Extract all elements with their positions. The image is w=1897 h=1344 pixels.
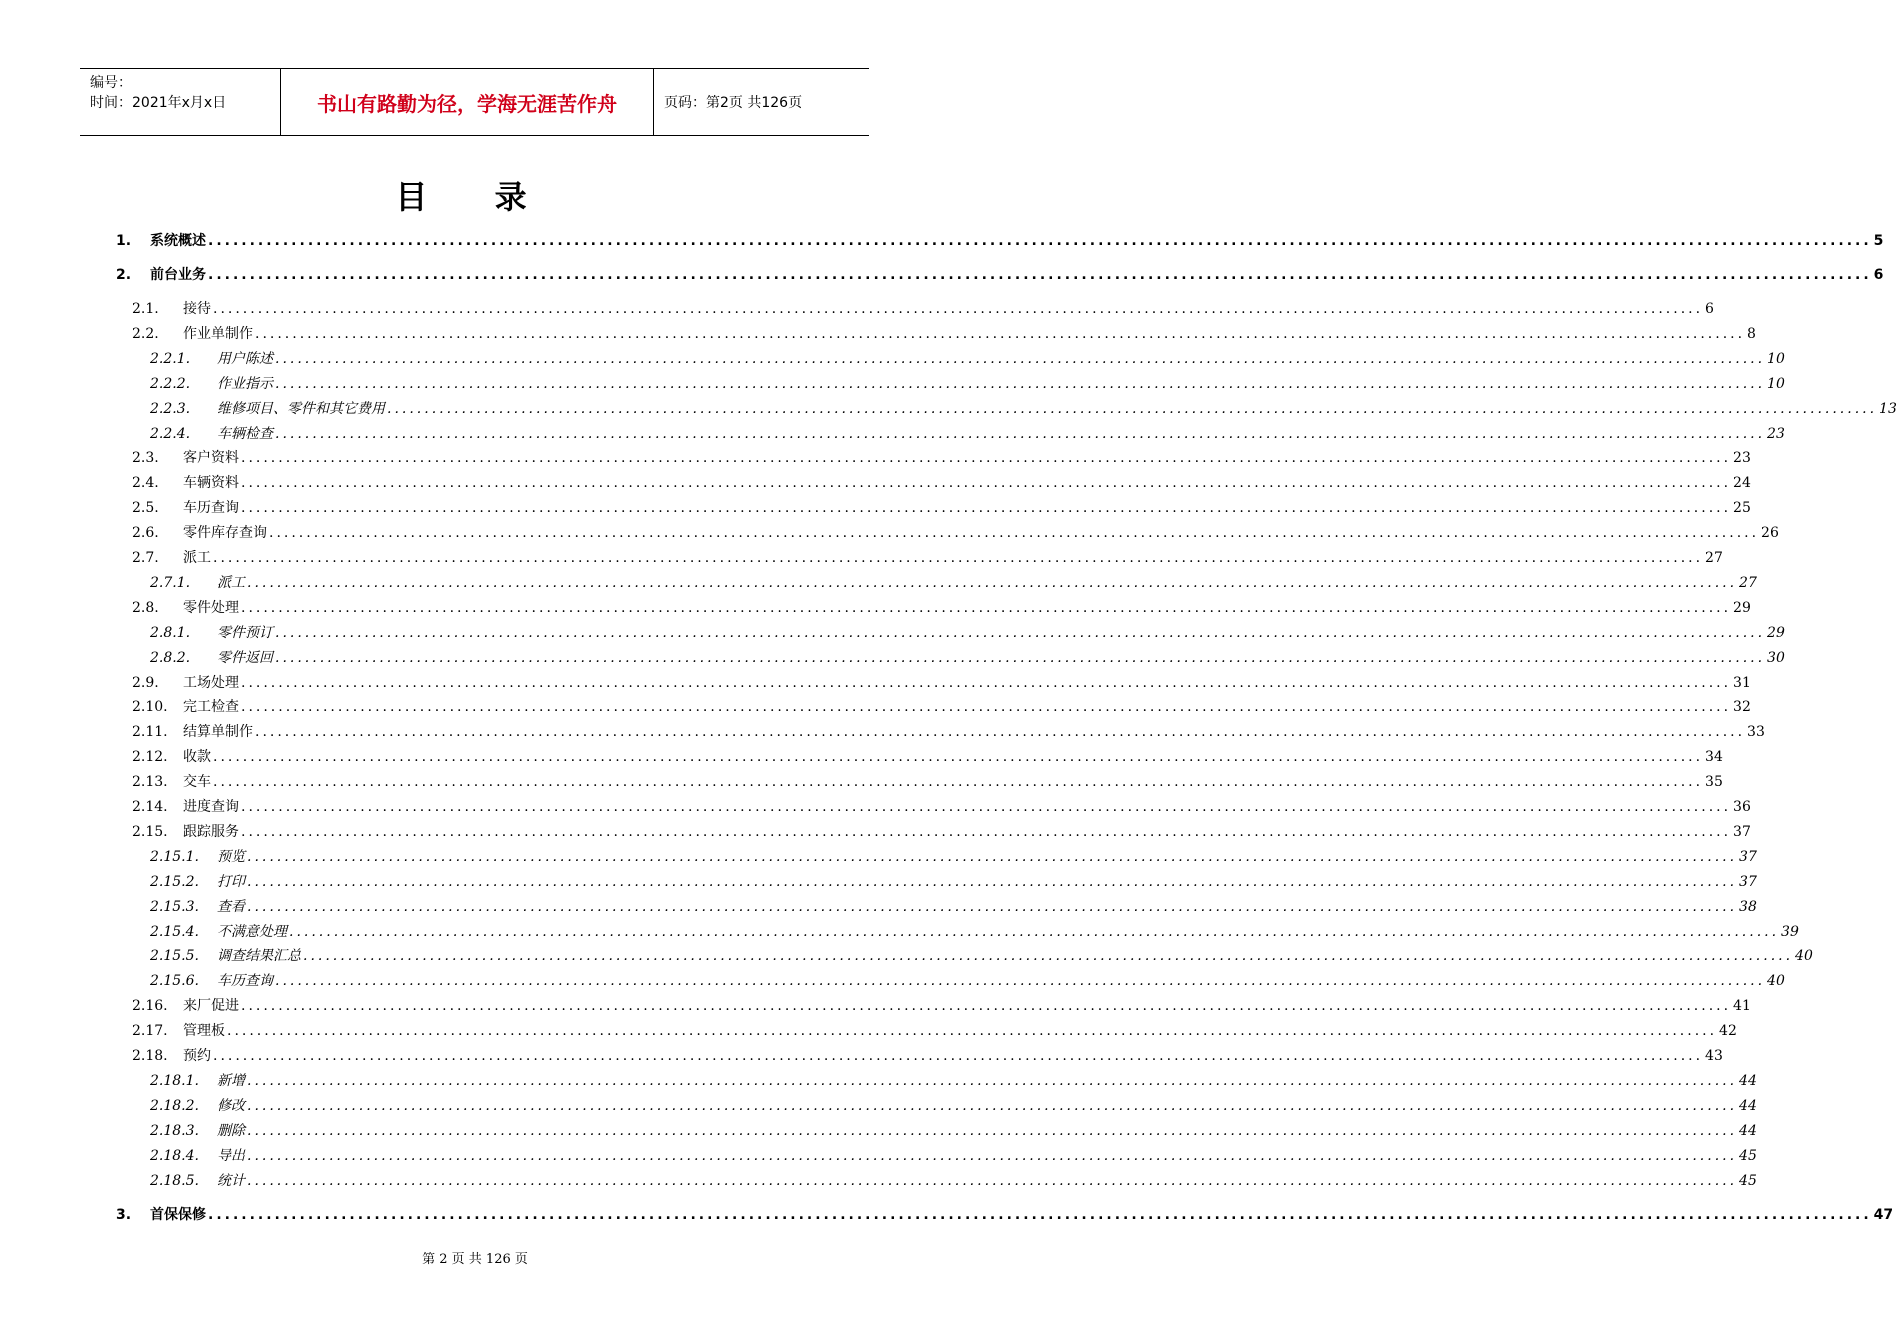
toc-entry-page: 40 (1767, 973, 1785, 990)
toc-entry-title: 维修项目、零件和其它费用 (217, 400, 385, 417)
toc-entry-page: 37 (1733, 823, 1751, 840)
toc-leader-dots: ........................................................................................................................................................................................................ (387, 400, 1878, 417)
toc-entry-page: 47 (1873, 1206, 1894, 1223)
toc-entry-page: 27 (1705, 550, 1723, 566)
toc-entry[interactable] (116, 264, 1884, 284)
toc-leader-dots: ........................................................................................................................................................................................................ (241, 500, 1732, 517)
toc-entry[interactable] (132, 746, 1723, 766)
toc-entry-page: 6 (1705, 301, 1714, 317)
toc-leader-dots: ........................................................................................................................................................................................................ (241, 599, 1732, 616)
toc-leader-dots: ........................................................................................................................................................................................................ (275, 624, 1766, 641)
toc-entry-number: 2.3. (132, 450, 159, 467)
toc-leader-dots: ........................................................................................................................................................................................................ (275, 973, 1766, 990)
header-page-info: 页码：第2页 共126页 (664, 95, 803, 111)
toc-entry-number: 2.8.1. (150, 624, 191, 641)
toc-entry-number: 2.15.3. (150, 898, 199, 915)
toc-leader-dots: ........................................................................................................................................................................................................ (227, 1023, 1718, 1040)
toc-entry[interactable] (132, 597, 1751, 617)
toc-entry-page: 33 (1747, 724, 1765, 741)
toc-entry-page: 40 (1795, 948, 1813, 965)
toc-entry-page: 32 (1733, 699, 1751, 716)
toc-entry-page: 23 (1767, 425, 1785, 442)
toc-entry-number: 2.13. (132, 774, 168, 791)
toc-leader-dots: ........................................................................................................................................................................................................ (255, 724, 1746, 741)
toc-entry-number: 2.2.2. (150, 375, 191, 392)
toc-entry-title: 跟踪服务 (183, 823, 239, 840)
toc-entry[interactable] (150, 398, 1897, 418)
toc-entry-title: 零件预订 (217, 624, 273, 641)
toc-entry-page: 37 (1739, 848, 1757, 865)
toc-entry[interactable] (132, 522, 1779, 542)
toc-entry-number: 2.4. (132, 475, 159, 492)
toc-entry-page: 31 (1733, 674, 1751, 691)
toc-entry[interactable] (132, 298, 1714, 318)
toc-leader-dots: ........................................................................................................................................................................................................ (241, 475, 1732, 492)
toc-entry-title: 导出 (217, 1147, 245, 1164)
toc-entry-title: 来厂促进 (183, 998, 239, 1015)
toc-entry-number: 2.7. (132, 550, 159, 566)
toc-entry-title: 零件返回 (217, 649, 273, 666)
toc-entry-title: 车辆检查 (217, 425, 273, 442)
toc-leader-dots: ........................................................................................................................................................................................................ (275, 649, 1766, 666)
toc-entry-number: 2. (116, 267, 132, 283)
toc-entry-page: 35 (1705, 774, 1723, 791)
toc-entry-page: 41 (1733, 998, 1751, 1015)
toc-entry[interactable] (132, 547, 1723, 567)
toc-entry-number: 2.10. (132, 699, 168, 716)
toc-entry-number: 2.15.6. (150, 973, 199, 990)
toc-entry-number: 2.15.5. (150, 948, 199, 965)
toc-entry[interactable] (116, 230, 1884, 250)
toc-entry-page: 45 (1739, 1147, 1757, 1164)
header-time-label: 时间：2021年x月x日 (90, 95, 227, 111)
page-footer: 第 2 页 共 126 页 (422, 1252, 528, 1267)
toc-entry-number: 2.2.3. (150, 400, 191, 417)
toc-entry-title: 客户资料 (183, 450, 239, 467)
toc-entry-title: 交车 (183, 774, 211, 791)
toc-entry-title: 派工 (217, 574, 245, 591)
toc-leader-dots: ........................................................................................................................................................................................................ (247, 1147, 1738, 1164)
header-motto: 书山有路勤为径，学海无涯苦作舟 (281, 69, 654, 135)
toc-leader-dots: ........................................................................................................................................................................................................ (275, 425, 1766, 442)
page-header (80, 68, 869, 136)
header-code-label: 编号： (90, 75, 132, 91)
toc-entry[interactable] (116, 1204, 1894, 1224)
toc-entry-title: 结算单制作 (183, 724, 253, 741)
toc-entry[interactable] (150, 622, 1785, 642)
toc-leader-dots: ........................................................................................................................................................................................................ (241, 998, 1732, 1015)
toc-entry-number: 2.15.1. (150, 848, 199, 865)
toc-entry-title: 统计 (217, 1172, 245, 1189)
toc-entry[interactable] (150, 373, 1785, 393)
toc-leader-dots: ........................................................................................................................................................................................................ (208, 233, 1872, 249)
toc-entry-title: 作业单制作 (183, 325, 253, 342)
toc-entry-number: 3. (116, 1206, 132, 1223)
toc-entry[interactable] (150, 1145, 1757, 1165)
toc-entry-title: 系统概述 (150, 233, 206, 249)
toc-entry-number: 2.15.4. (150, 923, 199, 940)
toc-entry[interactable] (150, 1070, 1757, 1090)
toc-entry-number: 2.9. (132, 674, 159, 691)
toc-title: 目 录 (395, 178, 555, 216)
toc-entry-page: 8 (1747, 325, 1756, 342)
toc-entry[interactable] (132, 497, 1751, 517)
toc-entry-title: 车辆资料 (183, 475, 239, 492)
toc-entry-page: 23 (1733, 450, 1751, 467)
toc-entry[interactable] (132, 796, 1751, 816)
toc-entry-title: 接待 (183, 301, 211, 317)
toc-leader-dots: ........................................................................................................................................................................................................ (255, 325, 1746, 342)
toc-leader-dots: ........................................................................................................................................................................................................ (275, 350, 1766, 367)
toc-entry-number: 2.2. (132, 325, 159, 342)
toc-entry[interactable] (150, 1120, 1757, 1140)
toc-entry-number: 2.8. (132, 599, 159, 616)
toc-entry-title: 零件库存查询 (183, 525, 267, 542)
toc-entry-number: 2.11. (132, 724, 168, 741)
toc-entry-number: 2.18.2. (150, 1097, 199, 1114)
toc-entry[interactable] (150, 1170, 1757, 1190)
toc-entry-title: 用户陈述 (217, 350, 273, 367)
toc-entry-number: 2.15. (132, 823, 168, 840)
toc-entry-title: 收款 (183, 749, 211, 766)
toc-entry[interactable] (132, 995, 1751, 1015)
toc-leader-dots: ........................................................................................................................................................................................................ (213, 774, 1704, 791)
toc-leader-dots: ........................................................................................................................................................................................................ (247, 873, 1738, 890)
toc-entry-title: 管理板 (183, 1023, 225, 1040)
toc-entry-title: 进度查询 (183, 799, 239, 815)
toc-entry[interactable] (150, 1095, 1757, 1115)
toc-leader-dots: ........................................................................................................................................................................................................ (247, 848, 1738, 865)
toc-entry-number: 2.15.2. (150, 873, 199, 890)
toc-entry-title: 查看 (217, 898, 245, 915)
toc-entry-page: 42 (1719, 1023, 1737, 1040)
toc-entry[interactable] (132, 1020, 1737, 1040)
toc-entry-page: 10 (1767, 350, 1785, 367)
toc-leader-dots: ........................................................................................................................................................................................................ (241, 799, 1732, 815)
toc-entry-page: 6 (1873, 267, 1884, 283)
toc-entry-number: 2.18.5. (150, 1172, 199, 1189)
toc-entry-title: 打印 (217, 873, 245, 890)
toc-entry-number: 2.2.1. (150, 350, 191, 367)
toc-entry-page: 29 (1767, 624, 1785, 641)
toc-leader-dots: ........................................................................................................................................................................................................ (241, 450, 1732, 467)
toc-entry-number: 2.1. (132, 301, 159, 317)
toc-entry[interactable] (150, 846, 1757, 866)
toc-entry[interactable] (150, 572, 1757, 592)
toc-entry-page: 5 (1873, 233, 1884, 249)
toc-entry-page: 44 (1739, 1072, 1757, 1089)
toc-entry-title: 前台业务 (150, 267, 206, 283)
toc-entry-number: 2.5. (132, 500, 159, 517)
toc-leader-dots: ........................................................................................................................................................................................................ (247, 1072, 1738, 1089)
toc-entry-title: 零件处理 (183, 599, 239, 616)
toc-entry-number: 2.8.2. (150, 649, 191, 666)
toc-entry-number: 2.16. (132, 998, 168, 1015)
toc-entry[interactable] (150, 970, 1785, 990)
toc-leader-dots: ........................................................................................................................................................................................................ (275, 375, 1766, 392)
toc-entry-title: 完工检查 (183, 699, 239, 716)
toc-entry-title: 预览 (217, 848, 245, 865)
toc-entry[interactable] (150, 423, 1785, 443)
toc-entry[interactable] (150, 348, 1785, 368)
toc-entry-title: 预约 (183, 1048, 211, 1064)
toc-entry-title: 不满意处理 (217, 923, 287, 940)
toc-entry-number: 1. (116, 233, 132, 249)
toc-leader-dots: ........................................................................................................................................................................................................ (213, 1048, 1704, 1064)
header-meta (80, 69, 281, 135)
toc-leader-dots: ........................................................................................................................................................................................................ (247, 1172, 1738, 1189)
toc-leader-dots: ........................................................................................................................................................................................................ (247, 898, 1738, 915)
toc-entry[interactable] (132, 1045, 1723, 1065)
toc-entry[interactable] (132, 472, 1751, 492)
toc-leader-dots: ........................................................................................................................................................................................................ (213, 749, 1704, 766)
toc-entry-title: 新增 (217, 1072, 245, 1089)
toc-entry-title: 车历查询 (183, 500, 239, 517)
toc-entry-page: 38 (1739, 898, 1757, 915)
toc-entry[interactable] (132, 672, 1751, 692)
toc-entry-page: 13 (1879, 400, 1897, 417)
toc-entry-page: 44 (1739, 1122, 1757, 1139)
toc-leader-dots: ........................................................................................................................................................................................................ (269, 525, 1760, 542)
toc-entry-number: 2.18.4. (150, 1147, 199, 1164)
toc-leader-dots: ........................................................................................................................................................................................................ (241, 699, 1732, 716)
toc-entry[interactable] (132, 721, 1765, 741)
toc-entry-page: 39 (1781, 923, 1799, 940)
toc-leader-dots: ........................................................................................................................................................................................................ (208, 267, 1872, 283)
toc-entry-page: 27 (1739, 574, 1757, 591)
toc-entry-number: 2.14. (132, 799, 168, 815)
toc-leader-dots: ........................................................................................................................................................................................................ (303, 948, 1794, 965)
toc-entry-number: 2.18.3. (150, 1122, 199, 1139)
toc-entry[interactable] (150, 896, 1757, 916)
toc-leader-dots: ........................................................................................................................................................................................................ (247, 574, 1738, 591)
toc-entry[interactable] (150, 945, 1813, 965)
toc-leader-dots: ........................................................................................................................................................................................................ (247, 1097, 1738, 1114)
toc-entry[interactable] (132, 821, 1751, 841)
toc-entry-title: 作业指示 (217, 375, 273, 392)
toc-entry[interactable] (132, 696, 1751, 716)
toc-entry-number: 2.18. (132, 1048, 168, 1064)
toc-entry-number: 2.2.4. (150, 425, 191, 442)
toc-entry-page: 29 (1733, 599, 1751, 616)
toc-entry-title: 首保保修 (150, 1206, 206, 1223)
toc-entry-title: 工场处理 (183, 674, 239, 691)
toc-leader-dots: ........................................................................................................................................................................................................ (241, 674, 1732, 691)
toc-entry-page: 45 (1739, 1172, 1757, 1189)
toc-leader-dots: ........................................................................................................................................................................................................ (289, 923, 1780, 940)
toc-entry-page: 26 (1761, 525, 1779, 542)
toc-leader-dots: ........................................................................................................................................................................................................ (213, 550, 1704, 566)
toc-entry-page: 43 (1705, 1048, 1723, 1064)
toc-entry-page: 44 (1739, 1097, 1757, 1114)
toc-leader-dots: ........................................................................................................................................................................................................ (213, 301, 1704, 317)
toc-entry-number: 2.12. (132, 749, 168, 766)
toc-entry-page: 34 (1705, 749, 1723, 766)
toc-leader-dots: ........................................................................................................................................................................................................ (247, 1122, 1738, 1139)
toc-leader-dots: ........................................................................................................................................................................................................ (241, 823, 1732, 840)
toc-entry-page: 10 (1767, 375, 1785, 392)
toc-entry[interactable] (150, 921, 1799, 941)
toc-entry[interactable] (132, 323, 1756, 343)
toc-entry[interactable] (132, 447, 1751, 467)
toc-leader-dots: ........................................................................................................................................................................................................ (208, 1206, 1872, 1223)
toc-entry-number: 2.6. (132, 525, 159, 542)
toc-entry-title: 车历查询 (217, 973, 273, 990)
toc-entry[interactable] (150, 647, 1785, 667)
toc-entry-title: 调查结果汇总 (217, 948, 301, 965)
toc-entry-page: 25 (1733, 500, 1751, 517)
toc-entry-page: 36 (1733, 799, 1751, 815)
toc-entry-title: 删除 (217, 1122, 245, 1139)
toc-entry-title: 派工 (183, 550, 211, 566)
toc-entry-number: 2.18.1. (150, 1072, 199, 1089)
toc-entry-number: 2.7.1. (150, 574, 191, 591)
toc-entry[interactable] (132, 771, 1723, 791)
toc-entry[interactable] (150, 871, 1757, 891)
toc-entry-number: 2.17. (132, 1023, 168, 1040)
toc-entry-page: 30 (1767, 649, 1785, 666)
toc-entry-title: 修改 (217, 1097, 245, 1114)
toc-entry-page: 37 (1739, 873, 1757, 890)
toc-entry-page: 24 (1733, 475, 1751, 492)
